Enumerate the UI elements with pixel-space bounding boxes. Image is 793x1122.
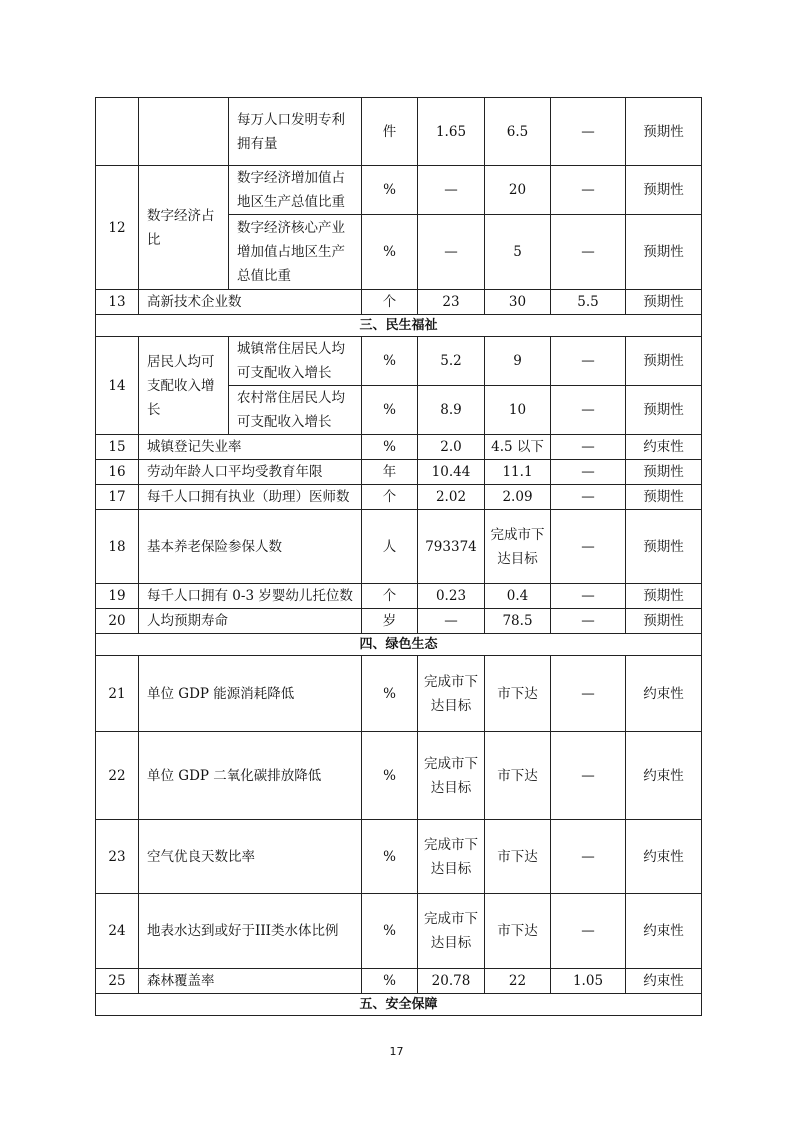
table-row <box>96 510 702 584</box>
section-title: 五、安全保障 <box>96 994 702 1016</box>
row-target: 2.09 <box>485 485 551 510</box>
table-row <box>96 894 702 969</box>
row-indicator: 每万人口发明专利拥有量 <box>229 98 362 166</box>
row-nature: 约束性 <box>626 894 702 969</box>
row-unit: 个 <box>362 584 418 609</box>
row-base: — <box>418 609 485 634</box>
row-nature: 预期性 <box>626 166 702 215</box>
row-indicator: 每千人口拥有执业（助理）医师数 <box>139 485 362 510</box>
row-indicator: 基本养老保险参保人数 <box>139 510 362 584</box>
row-base: 2.0 <box>418 435 485 460</box>
row-growth: — <box>551 337 626 386</box>
row-nature: 预期性 <box>626 215 702 290</box>
row-base: 10.44 <box>418 460 485 485</box>
row-growth: — <box>551 215 626 290</box>
row-category: 数字经济占比 <box>139 166 229 290</box>
row-growth: — <box>551 894 626 969</box>
row-growth: — <box>551 98 626 166</box>
row-category <box>139 98 229 166</box>
row-unit: 个 <box>362 290 418 315</box>
row-no: 24 <box>96 894 139 969</box>
row-target: 10 <box>485 386 551 435</box>
row-target: 78.5 <box>485 609 551 634</box>
row-base: 完成市下达目标 <box>418 820 485 894</box>
row-growth: — <box>551 460 626 485</box>
table-row <box>96 166 702 215</box>
row-target: 11.1 <box>485 460 551 485</box>
row-growth: — <box>551 609 626 634</box>
row-unit: % <box>362 337 418 386</box>
row-base: 8.9 <box>418 386 485 435</box>
row-growth: — <box>551 584 626 609</box>
row-indicator: 每千人口拥有 0-3 岁婴幼儿托位数 <box>139 584 362 609</box>
row-unit: % <box>362 732 418 820</box>
row-no: 17 <box>96 485 139 510</box>
row-unit: % <box>362 215 418 290</box>
table-row <box>96 290 702 315</box>
row-nature: 约束性 <box>626 435 702 460</box>
row-unit: 人 <box>362 510 418 584</box>
table-row <box>96 609 702 634</box>
row-unit: 件 <box>362 98 418 166</box>
row-no <box>96 98 139 166</box>
row-growth: 5.5 <box>551 290 626 315</box>
row-target: 4.5 以下 <box>485 435 551 460</box>
table-row <box>96 584 702 609</box>
row-indicator: 单位 GDP 能源消耗降低 <box>139 656 362 732</box>
row-base: — <box>418 166 485 215</box>
section-title: 三、民生福祉 <box>96 315 702 337</box>
row-nature: 预期性 <box>626 510 702 584</box>
row-indicator: 空气优良天数比率 <box>139 820 362 894</box>
row-nature: 约束性 <box>626 820 702 894</box>
row-unit: % <box>362 656 418 732</box>
row-base: 完成市下达目标 <box>418 656 485 732</box>
row-unit: % <box>362 969 418 994</box>
row-target: 市下达 <box>485 732 551 820</box>
row-target: 6.5 <box>485 98 551 166</box>
table-row <box>96 969 702 994</box>
section-title: 四、绿色生态 <box>96 634 702 656</box>
row-no: 19 <box>96 584 139 609</box>
row-base: 完成市下达目标 <box>418 732 485 820</box>
row-base: 23 <box>418 290 485 315</box>
row-indicator: 农村常住居民人均可支配收入增长 <box>229 386 362 435</box>
row-nature: 预期性 <box>626 485 702 510</box>
row-no: 14 <box>96 337 139 435</box>
row-target: 0.4 <box>485 584 551 609</box>
row-unit: 年 <box>362 460 418 485</box>
table-row <box>96 460 702 485</box>
row-base: 完成市下达目标 <box>418 894 485 969</box>
table-row <box>96 820 702 894</box>
row-target: 市下达 <box>485 820 551 894</box>
table-row <box>96 337 702 386</box>
row-base: — <box>418 215 485 290</box>
row-base: 793374 <box>418 510 485 584</box>
row-target: 完成市下达目标 <box>485 510 551 584</box>
row-growth: — <box>551 510 626 584</box>
row-indicator: 数字经济增加值占地区生产总值比重 <box>229 166 362 215</box>
section-header-row <box>96 315 702 337</box>
row-base: 5.2 <box>418 337 485 386</box>
row-indicator: 单位 GDP 二氧化碳排放降低 <box>139 732 362 820</box>
row-indicator: 森林覆盖率 <box>139 969 362 994</box>
row-unit: 岁 <box>362 609 418 634</box>
row-unit: % <box>362 820 418 894</box>
row-nature: 预期性 <box>626 337 702 386</box>
row-nature: 预期性 <box>626 98 702 166</box>
row-category: 居民人均可支配收入增长 <box>139 337 229 435</box>
row-nature: 约束性 <box>626 969 702 994</box>
row-no: 12 <box>96 166 139 290</box>
table-row <box>96 656 702 732</box>
row-no: 13 <box>96 290 139 315</box>
row-growth: — <box>551 166 626 215</box>
row-nature: 约束性 <box>626 732 702 820</box>
row-no: 22 <box>96 732 139 820</box>
row-no: 15 <box>96 435 139 460</box>
row-nature: 约束性 <box>626 656 702 732</box>
row-nature: 预期性 <box>626 609 702 634</box>
row-growth: — <box>551 386 626 435</box>
table-row <box>96 435 702 460</box>
row-indicator: 劳动年龄人口平均受教育年限 <box>139 460 362 485</box>
row-no: 16 <box>96 460 139 485</box>
row-nature: 预期性 <box>626 460 702 485</box>
row-target: 30 <box>485 290 551 315</box>
row-no: 25 <box>96 969 139 994</box>
row-target: 9 <box>485 337 551 386</box>
row-indicator: 人均预期寿命 <box>139 609 362 634</box>
row-indicator: 数字经济核心产业增加值占地区生产总值比重 <box>229 215 362 290</box>
row-nature: 预期性 <box>626 386 702 435</box>
row-indicator: 城镇登记失业率 <box>139 435 362 460</box>
row-no: 21 <box>96 656 139 732</box>
row-unit: % <box>362 894 418 969</box>
row-growth: — <box>551 732 626 820</box>
row-unit: 个 <box>362 485 418 510</box>
row-unit: % <box>362 435 418 460</box>
row-base: 1.65 <box>418 98 485 166</box>
row-target: 市下达 <box>485 894 551 969</box>
row-base: 0.23 <box>418 584 485 609</box>
row-growth: — <box>551 820 626 894</box>
row-growth: — <box>551 435 626 460</box>
table-row <box>96 732 702 820</box>
row-nature: 预期性 <box>626 584 702 609</box>
indicator-table <box>95 97 702 1016</box>
row-nature: 预期性 <box>626 290 702 315</box>
row-unit: % <box>362 386 418 435</box>
row-no: 20 <box>96 609 139 634</box>
row-base: 20.78 <box>418 969 485 994</box>
section-header-row <box>96 994 702 1016</box>
row-indicator: 城镇常住居民人均可支配收入增长 <box>229 337 362 386</box>
section-header-row <box>96 634 702 656</box>
row-growth: — <box>551 656 626 732</box>
table-row <box>96 485 702 510</box>
row-base: 2.02 <box>418 485 485 510</box>
page-number: 17 <box>389 1045 404 1058</box>
row-indicator: 高新技术企业数 <box>139 290 362 315</box>
row-indicator: 地表水达到或好于III类水体比例 <box>139 894 362 969</box>
row-target: 5 <box>485 215 551 290</box>
row-no: 23 <box>96 820 139 894</box>
row-growth: 1.05 <box>551 969 626 994</box>
row-growth: — <box>551 485 626 510</box>
row-target: 22 <box>485 969 551 994</box>
row-unit: % <box>362 166 418 215</box>
table-row <box>96 98 702 166</box>
row-target: 市下达 <box>485 656 551 732</box>
row-target: 20 <box>485 166 551 215</box>
row-no: 18 <box>96 510 139 584</box>
